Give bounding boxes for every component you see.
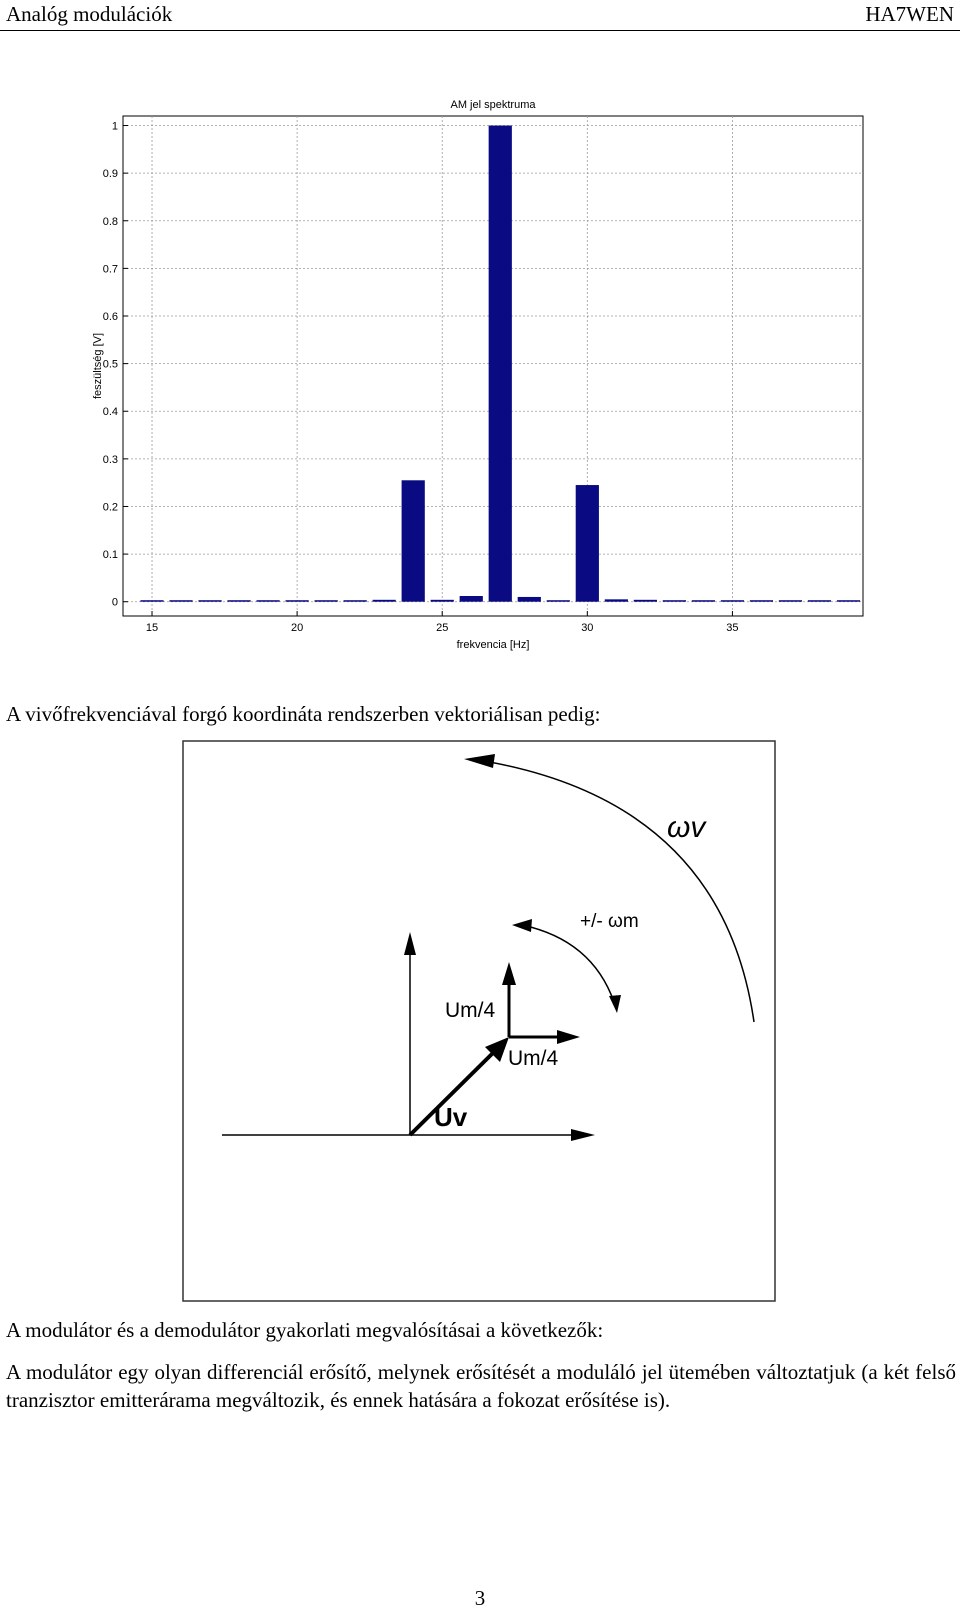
page-number: 3: [474, 1586, 486, 1610]
y-axis-label: feszültség [V]: [92, 332, 104, 400]
bar: [837, 600, 860, 602]
am-spectrum-chart: [0, 90, 960, 665]
header-title: Analóg modulációk: [6, 2, 173, 26]
bar: [169, 600, 192, 602]
bar: [779, 600, 802, 602]
bar: [808, 600, 831, 602]
bar: [373, 600, 396, 602]
omega-v-label: ωv: [667, 811, 706, 844]
intro-text: A vivőfrekvenciával forgó koordináta rendszerben vektoriálisan pedig:: [6, 702, 601, 726]
bar: [663, 600, 686, 602]
bar: [576, 485, 599, 602]
page-header: [0, 0, 960, 31]
bar: [605, 599, 628, 601]
uv-label: Uv: [434, 1102, 468, 1132]
x-axis-label: frekvencia [Hz]: [456, 639, 530, 651]
bar: [518, 597, 541, 602]
bar: [227, 600, 250, 602]
bar: [286, 600, 309, 602]
header-author: HA7WEN: [865, 2, 954, 26]
bar: [315, 600, 338, 602]
x-tick-label: 30: [581, 622, 594, 634]
bar: [198, 600, 221, 602]
paragraph-practical: A modulátor és a demodulátor gyakorlati megvalósításai a következők:: [6, 1318, 604, 1342]
y-tick-label: 0: [111, 596, 118, 609]
bar: [402, 480, 425, 601]
y-tick-label: 0.7: [102, 263, 118, 276]
x-tick-label: 35: [726, 622, 739, 634]
bar: [431, 600, 454, 602]
y-tick-label: 0.9: [102, 168, 118, 181]
bar: [721, 600, 744, 602]
y-tick-label: 1: [111, 120, 118, 133]
omega-m-label: +/- ωm: [580, 911, 639, 932]
bar: [344, 600, 367, 602]
paragraph-modulator: A modulátor egy olyan differenciál erősítő, melynek erősítését a moduláló jel ütemében változtatjuk (a két felső tranzisztor emitterárama megváltozik, és ennek hatására a fokozat erősítése is).: [6, 1360, 956, 1412]
bar: [140, 600, 163, 602]
y-tick-label: 0.1: [102, 549, 118, 562]
y-tick-label: 0.8: [102, 215, 118, 228]
bar: [547, 600, 570, 602]
y-tick-label: 0.2: [102, 501, 118, 514]
x-tick-label: 20: [290, 622, 304, 634]
y-tick-label: 0.4: [102, 406, 118, 419]
um-vertical-label: Um/4: [445, 999, 496, 1022]
bar: [750, 600, 773, 602]
bar: [256, 600, 279, 602]
y-tick-label: 0.6: [102, 311, 118, 323]
x-tick-label: 15: [145, 622, 159, 634]
chart-title: AM jel spektruma: [450, 99, 536, 111]
x-tick-label: 25: [436, 622, 449, 634]
um-horizontal-label: Um/4: [508, 1047, 559, 1070]
bar: [634, 600, 657, 602]
y-tick-label: 0.5: [102, 358, 118, 371]
bar: [460, 596, 483, 602]
y-tick-label: 0.3: [102, 453, 118, 466]
bar: [489, 126, 512, 602]
phasor-diagram: [182, 740, 776, 1302]
bar: [692, 600, 715, 602]
